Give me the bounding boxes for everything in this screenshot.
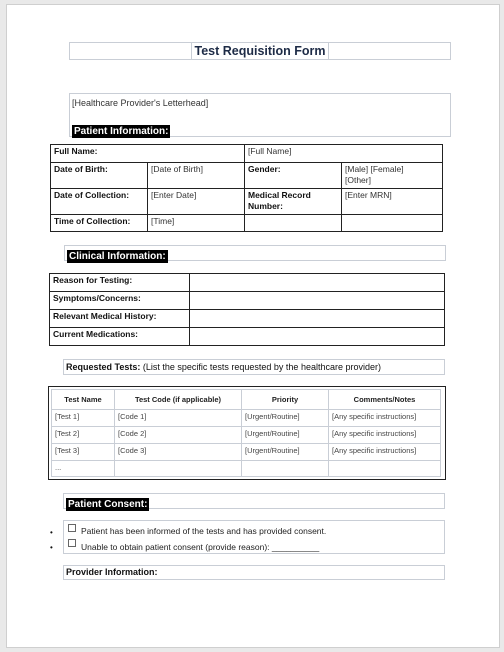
- reason-field[interactable]: [190, 274, 445, 292]
- symptoms-label: Symptoms/Concerns:: [50, 292, 190, 310]
- patient-info-header: Patient Information:: [74, 126, 169, 137]
- priority-cell[interactable]: [Urgent/Routine]: [242, 410, 329, 427]
- clinical-info-header: Clinical Information:: [69, 251, 166, 262]
- patient-consent-header: Patient Consent:: [68, 499, 148, 510]
- col-test-code: Test Code (if applicable): [115, 390, 242, 410]
- consent-given-text: Patient has been informed of the tests and has provided consent.: [81, 526, 327, 536]
- patient-consent-header-box: [63, 493, 445, 509]
- gender-label: Gender:: [245, 163, 342, 189]
- mrn-field[interactable]: [Enter MRN]: [342, 189, 443, 215]
- form-title: Test Requisition Form: [191, 43, 328, 59]
- collection-time-label: Time of Collection:: [51, 215, 148, 232]
- test-name-cell[interactable]: [Test 3]: [52, 444, 115, 461]
- letterhead-box: [69, 93, 451, 137]
- test-name-cell[interactable]: [Test 2]: [52, 427, 115, 444]
- requested-tests-instruction: (List the specific tests requested by the healthcare provider): [140, 362, 381, 372]
- consent-not-obtained-checkbox[interactable]: [68, 539, 76, 547]
- bullet-icon: •: [50, 543, 53, 552]
- priority-cell[interactable]: [Urgent/Routine]: [242, 427, 329, 444]
- provider-info-header: Provider Information:: [66, 567, 158, 577]
- gender-options-line-2: [Other]: [345, 175, 371, 185]
- comments-cell[interactable]: [Any specific instructions]: [329, 444, 441, 461]
- comments-cell[interactable]: [Any specific instructions]: [329, 427, 441, 444]
- history-field[interactable]: [190, 310, 445, 328]
- test-code-cell[interactable]: [Code 2]: [115, 427, 242, 444]
- col-test-name: Test Name: [52, 390, 115, 410]
- test-code-cell[interactable]: [115, 461, 242, 477]
- col-comments: Comments/Notes: [329, 390, 441, 410]
- priority-cell[interactable]: [242, 461, 329, 477]
- provider-info-header-box: [63, 565, 445, 580]
- test-code-cell[interactable]: [Code 3]: [115, 444, 242, 461]
- mrn-label-line-2: Number:: [248, 201, 283, 211]
- full-name-field[interactable]: [Full Name]: [245, 145, 443, 163]
- empty-cell: [245, 215, 342, 232]
- requested-tests-header: [63, 359, 445, 375]
- tests-table-frame: [48, 386, 446, 480]
- bullet-icon: •: [50, 528, 53, 537]
- requested-tests-label: Requested Tests:: [66, 362, 141, 372]
- patient-info-table: [50, 144, 443, 232]
- document-page: [6, 4, 500, 648]
- form-title-box: [69, 42, 451, 60]
- dob-field[interactable]: [Date of Birth]: [148, 163, 245, 189]
- clinical-info-table: [49, 273, 445, 346]
- gender-options-line-1: [Male] [Female]: [345, 164, 404, 174]
- tests-table: [51, 389, 441, 477]
- mrn-label: [245, 189, 342, 215]
- reason-label: Reason for Testing:: [50, 274, 190, 292]
- comments-cell[interactable]: [329, 461, 441, 477]
- collection-date-label: Date of Collection:: [51, 189, 148, 215]
- history-label: Relevant Medical History:: [50, 310, 190, 328]
- collection-time-field[interactable]: [Time]: [148, 215, 245, 232]
- priority-cell[interactable]: [Urgent/Routine]: [242, 444, 329, 461]
- symptoms-field[interactable]: [190, 292, 445, 310]
- mrn-label-line-1: Medical Record: [248, 190, 311, 200]
- consent-given-checkbox[interactable]: [68, 524, 76, 532]
- full-name-label: Full Name:: [51, 145, 245, 163]
- medications-label: Current Medications:: [50, 328, 190, 346]
- consent-box: [50, 520, 445, 554]
- gender-field[interactable]: [342, 163, 443, 189]
- empty-cell: [342, 215, 443, 232]
- test-name-cell[interactable]: [Test 1]: [52, 410, 115, 427]
- collection-date-field[interactable]: [Enter Date]: [148, 189, 245, 215]
- medications-field[interactable]: [190, 328, 445, 346]
- clinical-info-header-box: [64, 245, 446, 261]
- col-priority: Priority: [242, 390, 329, 410]
- comments-cell[interactable]: [Any specific instructions]: [329, 410, 441, 427]
- test-code-cell[interactable]: [Code 1]: [115, 410, 242, 427]
- dob-label: Date of Birth:: [51, 163, 148, 189]
- consent-not-obtained-text: Unable to obtain patient consent (provide reason): __________: [81, 542, 320, 552]
- test-name-cell[interactable]: ...: [52, 461, 115, 477]
- letterhead-placeholder: [Healthcare Provider's Letterhead]: [72, 98, 209, 108]
